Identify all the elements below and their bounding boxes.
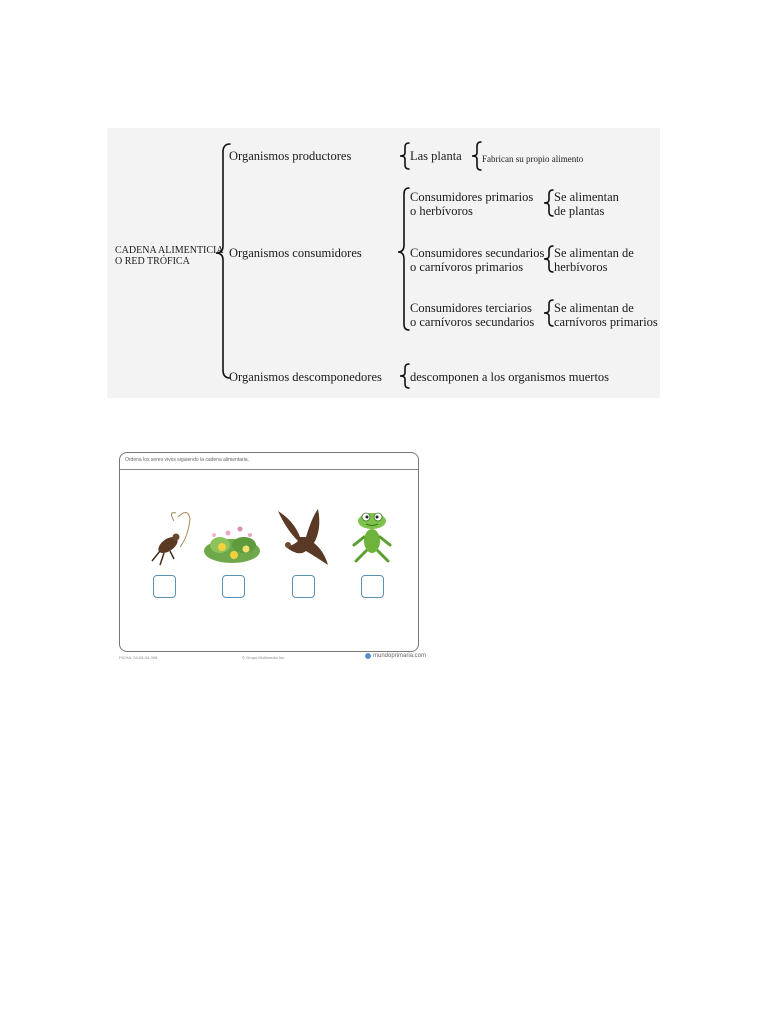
- consumidores-brace: [398, 188, 409, 330]
- descomponedores-desc: descomponen a los organismos muertos: [410, 370, 610, 384]
- terciarios-label-2: o carnívoros secundarios: [410, 315, 535, 329]
- terciarios-brace: [544, 300, 553, 326]
- answer-box-2[interactable]: [222, 575, 245, 598]
- brand-name: mundoprimaria.com: [373, 653, 427, 659]
- brand-icon: [365, 653, 371, 659]
- productores-desc: Fabrican su propio alimento: [482, 154, 584, 164]
- main-brace: [216, 144, 230, 378]
- cricket-image: [138, 507, 198, 571]
- terciarios-desc-2: carnívoros primarios: [554, 315, 658, 329]
- primarios-label-1: Consumidores primarios: [410, 190, 534, 204]
- terciarios-label-1: Consumidores terciarios: [410, 301, 532, 315]
- terciarios-desc-1: Se alimentan de: [554, 301, 634, 315]
- primarios-desc-1: Se alimentan: [554, 190, 619, 204]
- primarios-brace: [544, 190, 553, 216]
- root-label-line-1: CADENA ALIMENTICIA: [115, 245, 224, 256]
- secundarios-label-2: o carnívoros primarios: [410, 260, 524, 274]
- secundarios-brace: [544, 246, 553, 272]
- group-descomponedores: Organismos descomponedores: [229, 370, 382, 384]
- secundarios-desc-1: Se alimentan de: [554, 246, 634, 260]
- answer-box-1[interactable]: [153, 575, 176, 598]
- brand-logo: [365, 653, 426, 659]
- worksheet-card: [119, 452, 419, 652]
- descomponedores-brace: [400, 364, 409, 388]
- group-productores: Organismos productores: [229, 149, 352, 163]
- answer-box-4[interactable]: [361, 575, 384, 598]
- productores-detail-brace: [472, 142, 481, 170]
- primarios-desc-2: de plantas: [554, 204, 605, 218]
- footer-code: FICHA: 04-04-04-008: [119, 655, 158, 660]
- eagle-image: [272, 507, 332, 571]
- group-consumidores: Organismos consumidores: [229, 246, 362, 260]
- answer-box-3[interactable]: [292, 575, 315, 598]
- secundarios-desc-2: herbívoros: [554, 260, 608, 274]
- productores-label: Las planta: [410, 149, 462, 163]
- worksheet-header: [120, 453, 418, 470]
- worksheet-instruction: Ordena los seres vivos siguiendo la cadena alimentaria.: [125, 457, 249, 463]
- secundarios-label-1: Consumidores secundarios: [410, 246, 545, 260]
- food-chain-diagram: [107, 128, 660, 398]
- plants-image: [202, 507, 262, 571]
- frog-image: [342, 507, 402, 571]
- footer-copyright: © Grupo Multimedia Inc.: [242, 655, 286, 660]
- primarios-label-2: o herbívoros: [410, 204, 473, 218]
- productores-brace: [400, 143, 409, 169]
- root-label-line-2: O RED TRÓFICA: [115, 256, 190, 267]
